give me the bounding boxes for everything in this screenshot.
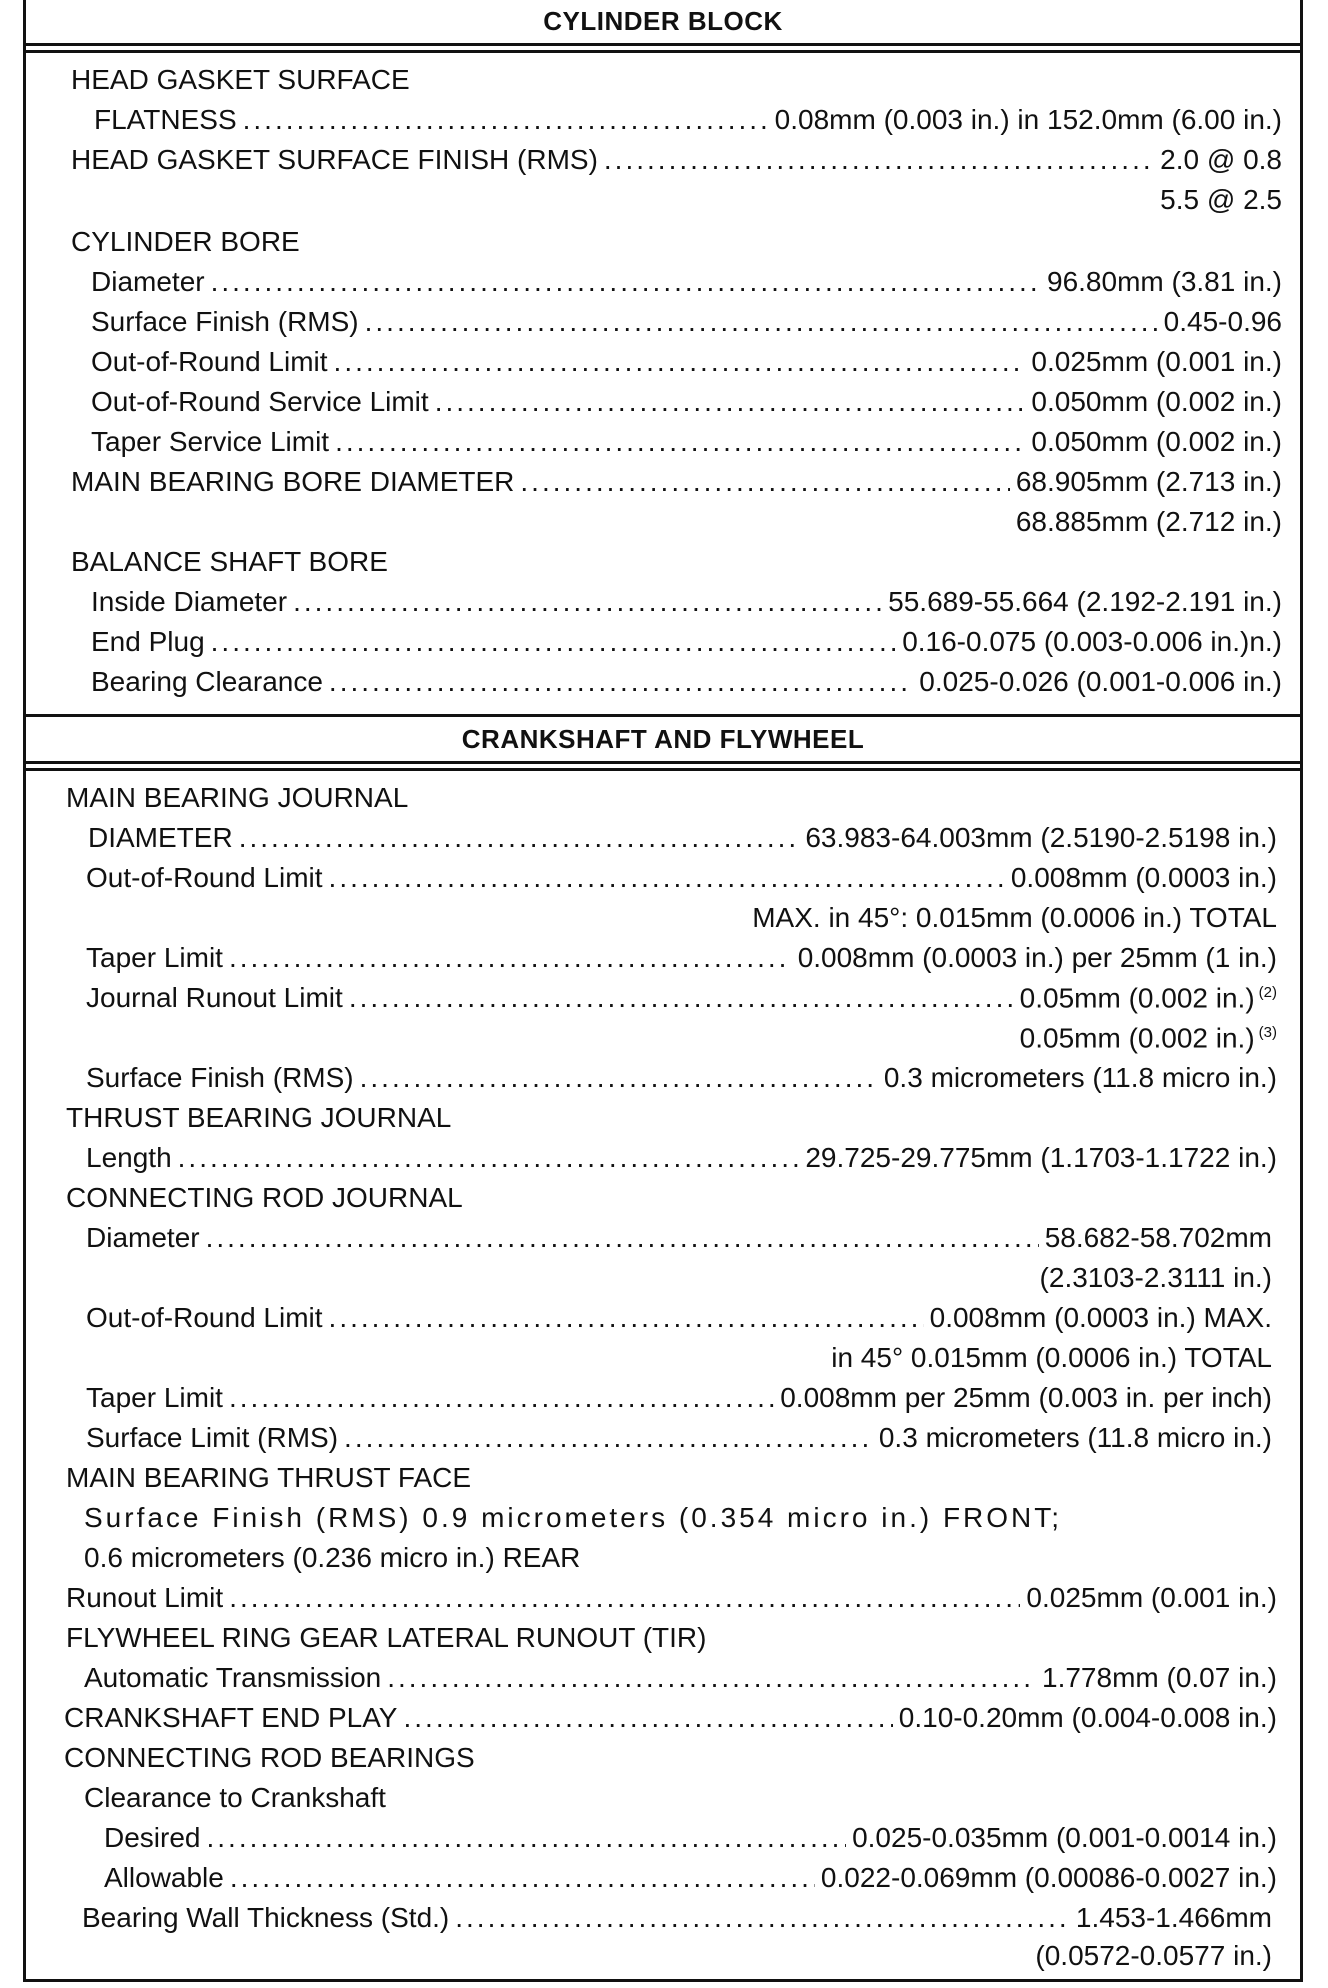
spec-label: Out-of-Round Limit [86,862,323,893]
spec-label: Desired [104,1822,201,1853]
bearing-clearance-row [91,662,1282,702]
leader-dots [211,262,1041,302]
thrust-face-line-2 [84,1538,580,1578]
leader-dots [604,140,1154,180]
spec-value: 0.025mm (0.001 in.) [1026,1582,1277,1613]
header-double-rule [26,768,1300,771]
end-plug-row [91,622,1282,662]
spec-table [23,0,1303,1982]
footnote-marker: (2) [1258,983,1277,1001]
main-bearing-bore-row-2 [71,502,1282,542]
spec-value: 1.453-1.466mm [1075,1902,1272,1933]
head-gasket-surface-heading [71,60,410,100]
spec-label: Taper Limit [86,942,223,973]
leader-dots [329,858,1005,898]
spec-value: 0.45-0.96 [1163,306,1282,337]
spec-label: Out-of-Round Limit [86,1302,323,1333]
spec-value: (0.0572-0.0577 in.) [1035,1940,1272,1971]
leader-dots [403,1698,892,1738]
leader-dots [365,302,1158,342]
main-bearing-bore-row [71,462,1282,502]
spec-label: Surface Finish (RMS) [86,1062,354,1093]
flatness-row [94,100,1282,140]
heading-text: Clearance to Crankshaft [84,1782,386,1813]
rod-out-of-round-row-2 [86,1338,1272,1378]
bore-diameter-row [91,262,1282,302]
cylinder-block-header [26,0,1300,46]
spec-value: 0.08mm (0.003 in.) in 152.0mm (6.00 in.) [774,104,1282,135]
spec-value: MAX. in 45°: 0.015mm (0.0006 in.) TOTAL [752,902,1277,933]
leader-dots [229,1378,774,1418]
leader-dots [329,1298,924,1338]
wall-thickness-row [82,1898,1272,1938]
rod-taper-row [86,1378,1272,1418]
leader-dots [243,100,769,140]
spec-value [1020,1013,1277,1058]
spec-value: 0.3 micrometers (11.8 micro in.) [878,1422,1272,1453]
spec-value: 0.050mm (0.002 in.) [1031,426,1282,457]
heading-text: CYLINDER BORE [71,226,300,257]
spec-label: CRANKSHAFT END PLAY [64,1702,398,1733]
spec-value: 0.025mm (0.001 in.) [1031,346,1282,377]
journal-finish-row [86,1058,1277,1098]
spec-label: Bearing Wall Thickness (Std.) [82,1902,450,1933]
surface-finish-row [71,140,1282,180]
thrust-face-text: Surface Finish (RMS) 0.9 micrometers (0.354 micro in.) FRONT; [84,1502,1063,1533]
leader-dots [178,1138,800,1178]
footnote-marker: (3) [1258,1023,1277,1041]
inside-diameter-row [91,582,1282,622]
spec-value: 0.008mm (0.0003 in.) MAX. [929,1302,1272,1333]
spec-value: 0.3 micrometers (11.8 micro in.) [883,1062,1277,1093]
spec-label: Inside Diameter [91,586,288,617]
thrust-length-row [86,1138,1277,1178]
spec-value: 0.008mm per 25mm (0.003 in. per inch) [780,1382,1272,1413]
leader-dots [239,818,800,858]
leader-dots [520,462,1009,502]
leader-dots [329,662,913,702]
heading-text: FLYWHEEL RING GEAR LATERAL RUNOUT (TIR) [66,1622,707,1653]
heading-text: MAIN BEARING THRUST FACE [66,1462,472,1493]
spec-value: 0.025-0.026 (0.001-0.006 in.) [919,666,1282,697]
journal-diameter-row [88,818,1277,858]
runout-limit-row [66,1578,1277,1618]
spec-value: 0.050mm (0.002 in.) [1031,386,1282,417]
spec-value: 1.778mm (0.07 in.) [1042,1662,1277,1693]
leader-dots [455,1898,1070,1938]
spec-label: DIAMETER [88,822,233,853]
leader-dots [335,422,1025,462]
runout-value: 0.05mm (0.002 in.) [1019,1022,1255,1053]
cylinder-bore-heading [71,222,300,262]
out-of-round-service-row [91,382,1282,422]
spec-label: Length [86,1142,172,1173]
auto-trans-row [84,1658,1277,1698]
spec-label: Runout Limit [66,1582,224,1613]
crankshaft-title: CRANKSHAFT AND FLYWHEEL [461,724,865,754]
leader-dots [334,342,1026,382]
spec-value: 0.16-0.075 (0.003-0.006 in.)n.) [902,626,1282,657]
leader-dots [344,1418,873,1458]
leader-dots [229,938,792,978]
heading-text: CONNECTING ROD BEARINGS [64,1742,475,1773]
spec-value: 0.008mm (0.0003 in.) per 25mm (1 in.) [797,942,1277,973]
allowable-row [104,1858,1277,1898]
leader-dots [206,1818,846,1858]
heading-text: HEAD GASKET SURFACE [71,64,410,95]
spec-label: FLATNESS [94,104,237,135]
rod-out-of-round-row [86,1298,1272,1338]
spec-value: 2.0 @ 0.8 [1160,144,1282,175]
journal-out-of-round-row [86,858,1277,898]
spec-value [1020,973,1277,1018]
out-of-round-row [91,342,1282,382]
surface-finish-row-2 [71,180,1282,220]
heading-text: THRUST BEARING JOURNAL [66,1102,452,1133]
rod-diameter-row [86,1218,1272,1258]
spec-value: (2.3103-2.3111 in.) [1039,1262,1272,1293]
spec-label: Bearing Clearance [91,666,323,697]
spec-value: in 45° 0.015mm (0.0006 in.) TOTAL [831,1342,1272,1373]
thrust-journal-heading [66,1098,451,1138]
spec-label: HEAD GASKET SURFACE FINISH (RMS) [71,144,598,175]
spec-label: Surface Finish (RMS) [91,306,359,337]
flywheel-runout-heading [66,1618,706,1658]
leader-dots [360,1058,878,1098]
spec-label: Out-of-Round Service Limit [91,386,429,417]
spec-value: 68.885mm (2.712 in.) [1015,506,1282,537]
spec-label: Surface Limit (RMS) [86,1422,339,1453]
spec-label: Taper Limit [86,1382,223,1413]
spec-value: 58.682-58.702mm [1044,1222,1272,1253]
desired-row [104,1818,1277,1858]
spec-value: 68.905mm (2.713 in.) [1015,466,1282,497]
spec-label: Taper Service Limit [91,426,330,457]
rod-diameter-row-2 [86,1258,1272,1298]
spec-label: Journal Runout Limit [86,982,343,1013]
header-double-rule [26,50,1300,53]
main-journal-heading [66,778,408,818]
spec-value: 55.689-55.664 (2.192-2.191 in.) [888,586,1282,617]
spec-label: Out-of-Round Limit [91,346,328,377]
spec-label: MAIN BEARING BORE DIAMETER [71,466,515,497]
spec-value: 96.80mm (3.81 in.) [1047,266,1282,297]
leader-dots [349,978,1014,1018]
thrust-face-heading [66,1458,471,1498]
leader-dots [211,622,897,662]
leader-dots [293,582,882,622]
balance-shaft-bore-heading [71,542,388,582]
clearance-heading [84,1778,386,1818]
leader-dots [206,1218,1039,1258]
cylinder-block-title: CYLINDER BLOCK [543,6,783,36]
spec-value: 29.725-29.775mm (1.1703-1.1722 in.) [805,1142,1277,1173]
spec-label: Automatic Transmission [84,1662,382,1693]
thrust-face-line-1 [84,1498,1062,1538]
rod-surface-row [86,1418,1272,1458]
heading-text: MAIN BEARING JOURNAL [66,782,409,813]
end-play-row [64,1698,1277,1738]
heading-text: BALANCE SHAFT BORE [71,546,388,577]
spec-value: 0.10-0.20mm (0.004-0.008 in.) [898,1702,1277,1733]
heading-text: CONNECTING ROD JOURNAL [66,1182,463,1213]
spec-value: 63.983-64.003mm (2.5190-2.5198 in.) [805,822,1277,853]
leader-dots [230,1858,815,1898]
spec-label: Diameter [86,1222,200,1253]
leader-dots [229,1578,1020,1618]
taper-service-row [91,422,1282,462]
bore-finish-row [91,302,1282,342]
wall-thickness-row-2 [82,1936,1272,1976]
thrust-face-text: 0.6 micrometers (0.236 micro in.) REAR [84,1542,581,1573]
spec-value: 0.008mm (0.0003 in.) [1010,862,1277,893]
spec-label: End Plug [91,626,205,657]
spec-value: 5.5 @ 2.5 [1160,184,1282,215]
leader-dots [387,1658,1036,1698]
rod-journal-heading [66,1178,463,1218]
leader-dots [435,382,1026,422]
spec-value: 0.025-0.035mm (0.001-0.0014 in.) [852,1822,1277,1853]
runout-value: 0.05mm (0.002 in.) [1019,982,1255,1013]
rod-bearings-heading [64,1738,475,1778]
spec-value: 0.022-0.069mm (0.00086-0.0027 in.) [820,1862,1277,1893]
journal-runout-row-2 [86,1018,1277,1058]
spec-label: Allowable [104,1862,224,1893]
journal-out-of-round-row-2 [86,898,1277,938]
spec-label: Diameter [91,266,205,297]
section-divider [26,714,1300,717]
crankshaft-header [26,718,1300,764]
